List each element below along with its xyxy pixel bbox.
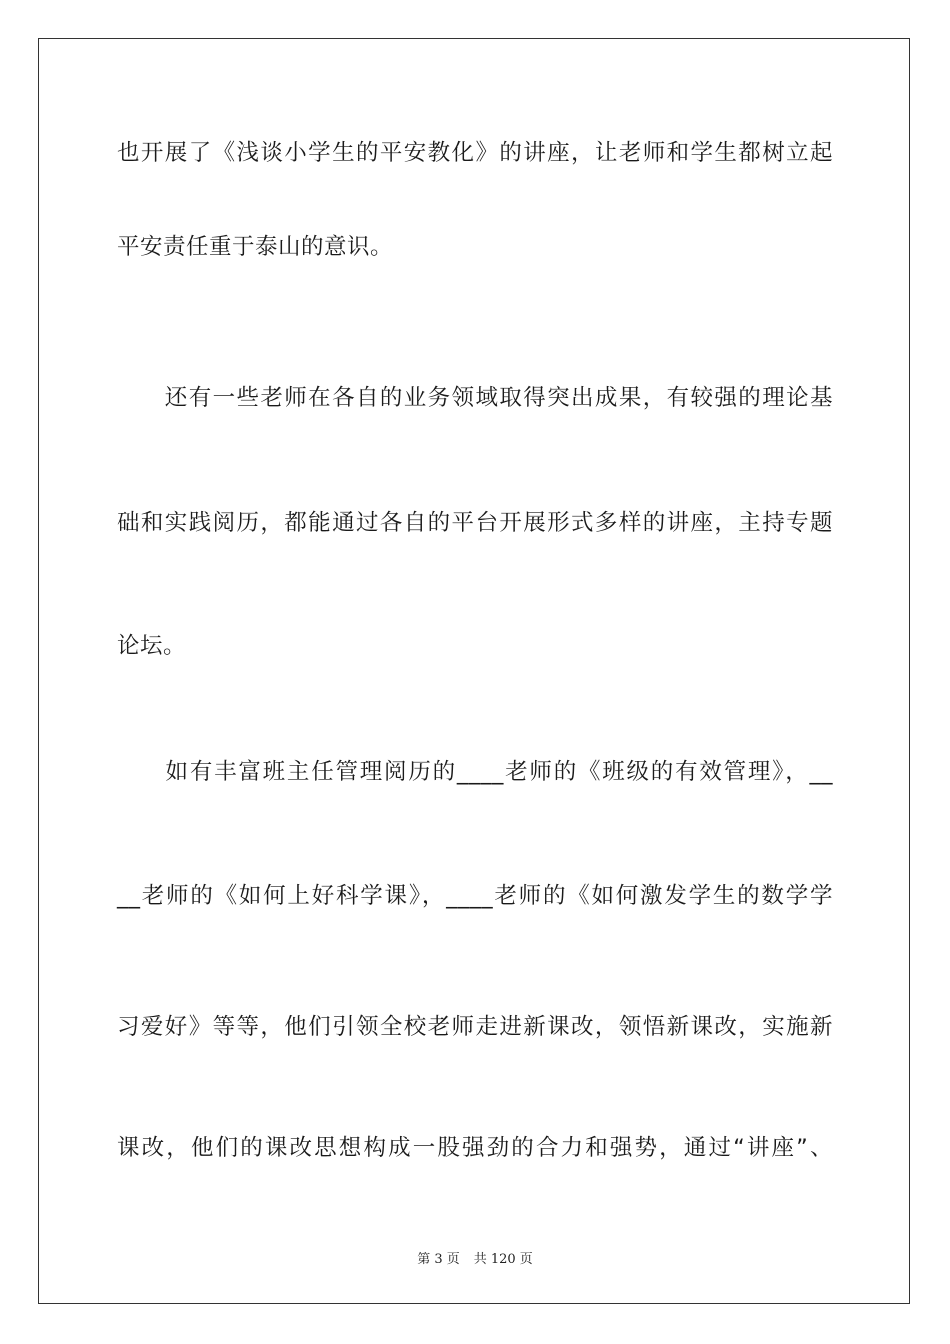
text-line-9: 课改，他们的课改思想构成一股强劲的合力和强势，通过“讲座”、 xyxy=(117,1135,833,1161)
page-total: 共 120 页 xyxy=(473,1252,533,1267)
text-line-2: 平安责任重于泰山的意识。 xyxy=(117,234,394,260)
text-line-3: 还有一些老师在各自的业务领域取得突出成果，有较强的理论基 xyxy=(117,385,833,411)
text-line-5: 论坛。 xyxy=(117,633,187,659)
page-border xyxy=(38,38,910,1304)
text-line-7: __老师的《如何上好科学课》，____老师的《如何激发学生的数学学 xyxy=(117,883,833,909)
text-line-1: 也开展了《浅谈小学生的平安教化》的讲座，让老师和学生都树立起 xyxy=(117,140,833,166)
text-line-4: 础和实践阅历，都能通过各自的平台开展形式多样的讲座，主持专题 xyxy=(117,510,833,536)
page-footer xyxy=(0,1248,950,1267)
text-line-8: 习爱好》等等，他们引领全校老师走进新课改，领悟新课改，实施新 xyxy=(117,1014,833,1040)
text-line-6: 如有丰富班主任管理阅历的____老师的《班级的有效管理》，__ xyxy=(117,759,833,785)
page-number: 第 3 页 xyxy=(417,1252,460,1267)
